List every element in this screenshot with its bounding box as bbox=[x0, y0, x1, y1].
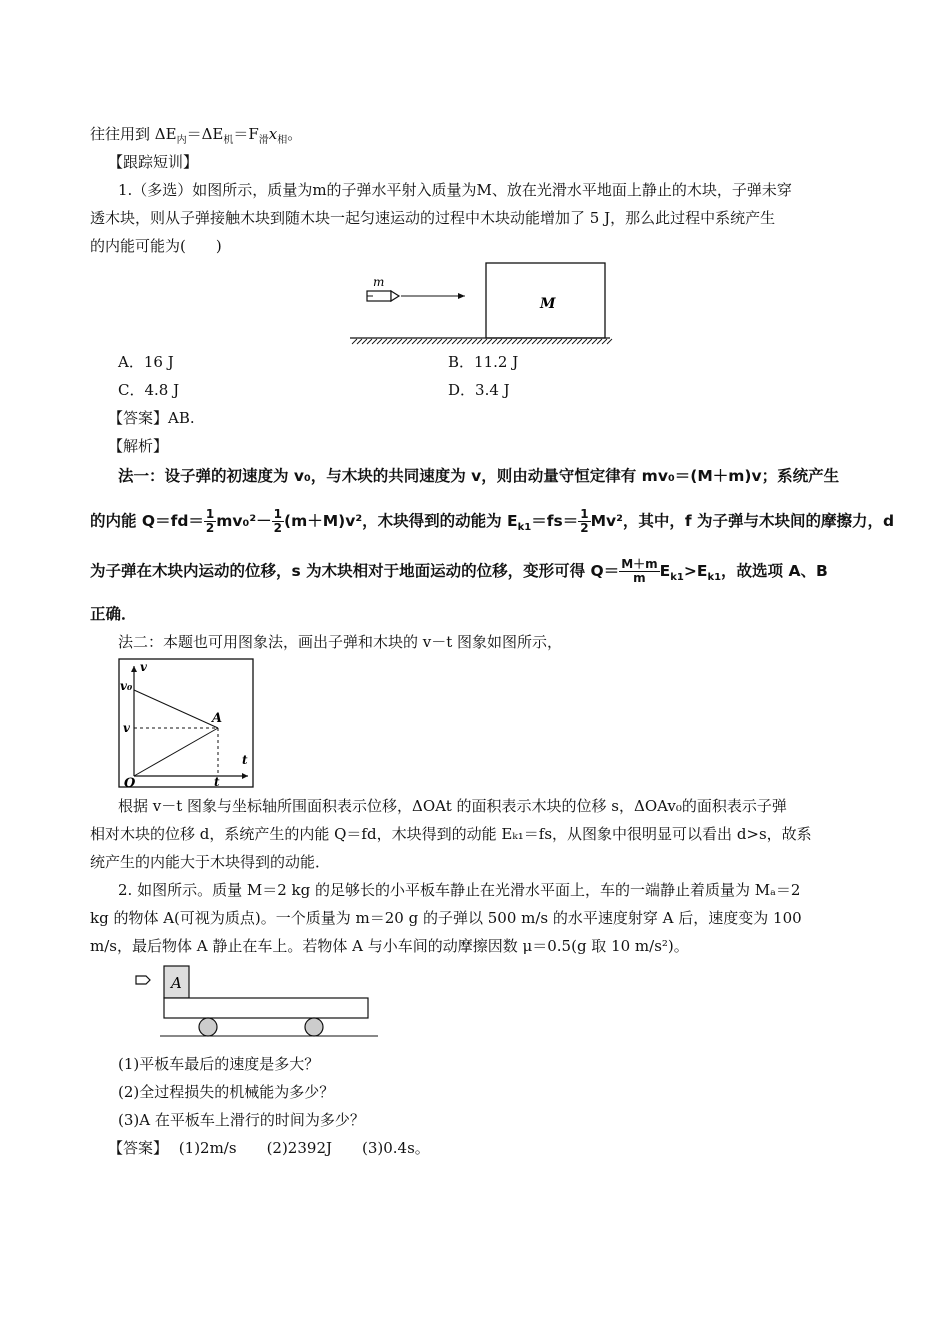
intro-line: 往往用到 $\Delta E_内=\Delta E_机=F_滑x_相$。 bbox=[90, 125, 303, 146]
method1-line3: 为子弹在木块内运动的位移，s 为木块相对于地面运动的位移，变形可得 Q＝ $\frac{M+m}{m}$ $E_{k1}>E_{k1}$，故选项 A、B bbox=[90, 557, 828, 585]
q2-answer bbox=[108, 1138, 430, 1158]
bullet-block-figure bbox=[345, 258, 615, 350]
method2-line1: 法二：本题也可用图象法，画出子弹和木块的 v－t 图象如图所示， bbox=[118, 633, 563, 651]
q1-answer: 【答案】AB. bbox=[108, 409, 195, 427]
method2-line4: 统产生的内能大于木块得到的动能． bbox=[90, 853, 331, 871]
q2-line1: 2. 如图所示。质量 M＝2 kg 的足够长的小平板车静止在光滑水平面上，车的一端静止着质量为 Mₐ＝2 bbox=[118, 881, 801, 899]
method2-line3: 相对木块的位移 d，系统产生的内能 Q＝fd，木块得到的动能 Eₖ₁＝fs，从图象中很明显可以看出 d>s，故系 bbox=[90, 825, 812, 843]
ground-hatch bbox=[352, 339, 612, 344]
method2-line2: 根据 v－t 图象与坐标轴所围面积表示位移，ΔOAt 的面积表示木块的位移 s，ΔOAv₀的面积表示子弹 bbox=[118, 797, 787, 815]
graph-t-axis-label: t bbox=[242, 753, 248, 767]
section-title: 【跟踪短训】 bbox=[108, 153, 199, 171]
q1-analysis-title: 【解析】 bbox=[108, 437, 169, 455]
q2-sub1: (1)平板车最后的速度是多大？ bbox=[118, 1055, 320, 1073]
graph-origin-label: O bbox=[124, 776, 136, 791]
graph-v0-label: v₀ bbox=[120, 679, 133, 693]
graph-A-label: A bbox=[212, 711, 223, 726]
fig-M-label: M bbox=[540, 296, 556, 312]
fig-m-label: m bbox=[373, 275, 385, 289]
wheel-right bbox=[305, 1018, 323, 1036]
q1-line1: 1.（多选）如图所示，质量为m的子弹水平射入质量为M、放在光滑水平地面上静止的木块，子弹未穿 bbox=[118, 181, 792, 199]
q2-answer-label: 【答案】 bbox=[108, 1139, 169, 1157]
q2-answer-values: (1)2m/s (2)2392J (3)0.4s。 bbox=[178, 1139, 430, 1157]
wheel-left bbox=[199, 1018, 217, 1036]
q1-option-b: B．11.2 J bbox=[448, 353, 519, 371]
q1-line3: 的内能可能为( ) bbox=[90, 237, 222, 255]
q1-option-d: D．3.4 J bbox=[448, 381, 510, 399]
method1-line1: 法一：设子弹的初速度为 v₀，与木块的共同速度为 v，则由动量守恒定律有 mv₀＝(M＋m)v；系统产生 bbox=[118, 467, 840, 485]
q1-option-c: C．4.8 J bbox=[118, 381, 180, 399]
cart-board bbox=[164, 998, 368, 1018]
graph-v-axis-label: v bbox=[140, 660, 147, 674]
bullet-icon bbox=[367, 291, 399, 301]
method1-line4: 正确． bbox=[90, 605, 137, 623]
q1-option-a: A．16 J bbox=[118, 353, 174, 371]
bullet-icon bbox=[136, 976, 150, 984]
graph-v-label: v bbox=[123, 721, 130, 735]
graph-t-label: t bbox=[214, 775, 220, 789]
q2-line2: kg 的物体 A(可视为质点)。一个质量为 m＝20 g 的子弹以 500 m/s 的水平速度射穿 A 后，速度变为 100 bbox=[90, 909, 802, 927]
cart-figure bbox=[130, 962, 380, 1048]
fig-A-label: A bbox=[171, 974, 182, 992]
q2-sub3: (3)A 在平板车上滑行的时间为多少？ bbox=[118, 1111, 365, 1129]
vt-graph bbox=[118, 658, 256, 790]
method1-line2: 的内能 Q＝fd＝ $\frac{1}{2}$ mv₀²－ $\frac{1}{2}$ (m＋M)v²，木块得到的动能为 $E_{k1}=fs=$ $\frac{1}{2}$ Mv²，其中，f 为子弹与木块间的摩擦力，d bbox=[90, 507, 895, 535]
q2-line3: m/s，最后物体 A 静止在车上。若物体 A 与小车间的动摩擦因数 μ＝0.5(g 取 10 m/s²)。 bbox=[90, 937, 689, 955]
q2-sub2: (2)全过程损失的机械能为多少？ bbox=[118, 1083, 335, 1101]
q1-line2: 透木块，则从子弹接触木块到随木块一起匀速运动的过程中木块动能增加了 5 J，那么此过程中系统产生 bbox=[90, 209, 776, 227]
